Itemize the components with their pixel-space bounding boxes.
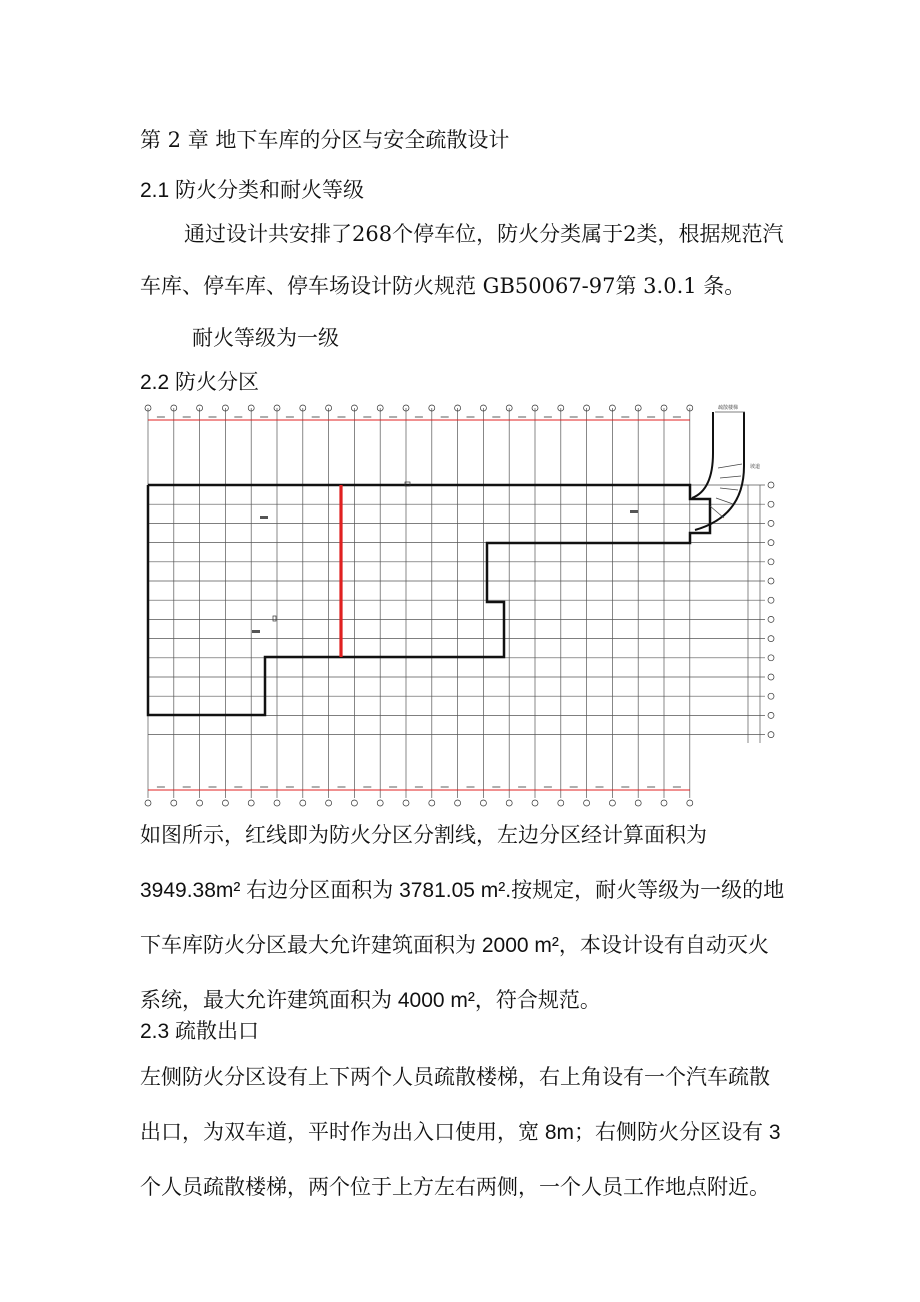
axis-bubble-bottom (429, 800, 435, 806)
section-2-3-heading: 2.3 疏散出口 (140, 1020, 260, 1043)
axis-bubble-bottom (403, 800, 409, 806)
grid-axis-labels (145, 405, 774, 806)
fire-zone-floor-plan (130, 398, 780, 810)
axis-bubble-bottom (661, 800, 667, 806)
axis-bubble-right (768, 636, 774, 642)
axis-bubble-bottom (351, 800, 357, 806)
axis-bubble-bottom (455, 800, 461, 806)
axis-bubble-bottom (584, 800, 590, 806)
stair-label: 疏散楼梯 (718, 405, 739, 411)
axis-bubble-right (768, 501, 774, 507)
axis-bubble-bottom (687, 800, 693, 806)
axis-bubble-bottom (532, 800, 538, 806)
section-2-2-line-1: 如图所示，红线即为防火分区分割线，左边分区经计算面积为 (140, 824, 707, 847)
axis-bubble-bottom (248, 800, 254, 806)
axis-bubble-right (768, 597, 774, 603)
section-2-3-line-3: 个人员疏散楼梯，两个位于上方左右两侧，一个人员工作地点附近。 (140, 1176, 770, 1199)
chapter-title: 第 2 章 地下车库的分区与安全疏散设计 (140, 128, 510, 152)
axis-bubble-bottom (635, 800, 641, 806)
vehicle-ramp (692, 412, 744, 530)
section-2-1-line-2: 车库、停车库、停车场设计防火规范 GB50067-97第 3.0.1 条。 (140, 274, 746, 298)
section-2-2-line-4: 系统，最大允许建筑面积为 4000 m²，符合规范。 (140, 989, 601, 1012)
axis-bubble-right (768, 712, 774, 718)
axis-bubble-bottom (145, 800, 151, 806)
section-2-2-line-3: 下车库防火分区最大允许建筑面积为 2000 m²，本设计设有自动灭火 (140, 934, 769, 957)
section-2-3-body (140, 1050, 795, 1215)
section-2-3-line-1: 左侧防火分区设有上下两个人员疏散楼梯，右上角设有一个汽车疏散 (140, 1066, 770, 1089)
axis-bubble-bottom (300, 800, 306, 806)
axis-bubble-right (768, 674, 774, 680)
axis-bubble-bottom (506, 800, 512, 806)
axis-bubble-bottom (558, 800, 564, 806)
axis-bubble-bottom (326, 800, 332, 806)
axis-bubble-right (768, 616, 774, 622)
axis-bubble-bottom (274, 800, 280, 806)
section-2-1-line-1: 通过设计共安排了268个停车位，防火分类属于2类，根据规范汽 (184, 222, 784, 246)
section-2-1-body (140, 208, 795, 364)
axis-bubble-right (768, 732, 774, 738)
axis-bubble-right (768, 482, 774, 488)
axis-bubble-bottom (171, 800, 177, 806)
axis-bubble-right (768, 520, 774, 526)
axis-bubble-bottom (197, 800, 203, 806)
axis-bubble-right (768, 540, 774, 546)
axis-bubble-bottom (222, 800, 228, 806)
section-2-1-line-3: 耐火等级为一级 (192, 326, 339, 350)
section-2-2-heading: 2.2 防火分区 (140, 371, 260, 394)
axis-bubble-right (768, 578, 774, 584)
axis-bubble-bottom (609, 800, 615, 806)
section-2-2-line-2: 3949.38m² 右边分区面积为 3781.05 m².按规定，耐火等级为一级的地 (140, 879, 785, 902)
axis-bubble-bottom (377, 800, 383, 806)
section-2-1-heading: 2.1 防火分类和耐火等级 (140, 179, 365, 202)
axis-bubble-right (768, 693, 774, 699)
structural-grid (148, 408, 765, 798)
section-2-3-line-2: 出口，为双车道，平时作为出入口使用，宽 8m；右侧防火分区设有 3 (140, 1121, 781, 1144)
axis-bubble-bottom (480, 800, 486, 806)
section-2-2-body (140, 808, 795, 1028)
axis-bubble-right (768, 559, 774, 565)
axis-bubble-right (768, 655, 774, 661)
ramp-label: 坡道 (750, 464, 761, 470)
